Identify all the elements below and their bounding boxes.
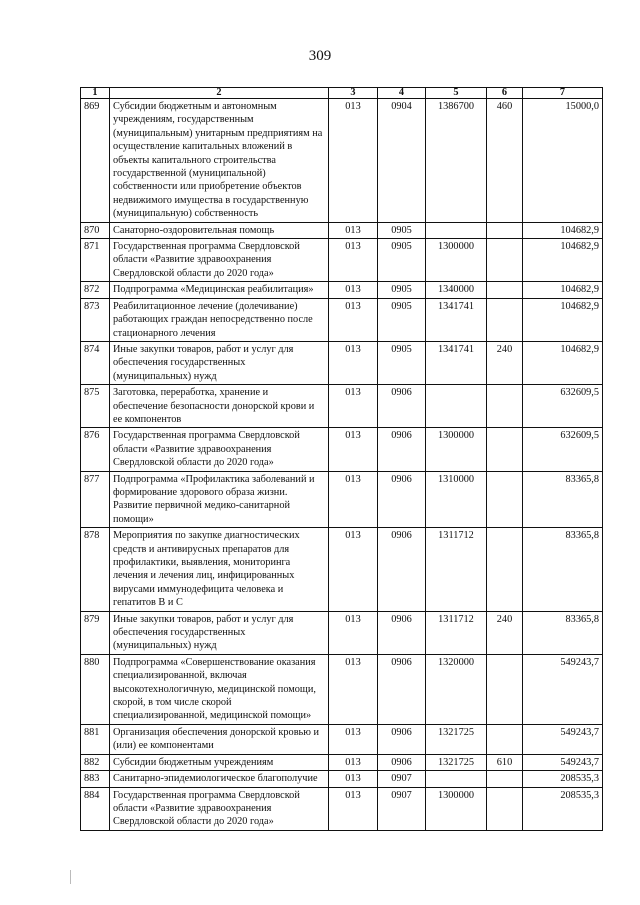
row-expense-type xyxy=(487,771,523,787)
row-number: 884 xyxy=(81,787,110,830)
row-name: Иные закупки товаров, работ и услуг для обеспечения государственных (муниципальных) нужд xyxy=(110,611,329,654)
row-section-code: 0906 xyxy=(378,385,426,428)
row-amount: 104682,9 xyxy=(523,239,603,282)
row-amount: 83365,8 xyxy=(523,471,603,528)
row-section-code: 0905 xyxy=(378,239,426,282)
row-name: Подпрограмма «Профилактика заболеваний и формирование здорового образа жизни. Развитие первичной медико-санитарной помощи» xyxy=(110,471,329,528)
row-chapter-code: 013 xyxy=(329,239,378,282)
column-header: 1 xyxy=(81,88,110,99)
row-target-code: 1340000 xyxy=(426,282,487,298)
row-amount: 632609,5 xyxy=(523,385,603,428)
row-target-code xyxy=(426,222,487,238)
row-name: Подпрограмма «Медицинская реабилитация» xyxy=(110,282,329,298)
table-row xyxy=(81,654,603,724)
row-section-code: 0907 xyxy=(378,771,426,787)
row-target-code: 1386700 xyxy=(426,99,487,223)
row-amount: 549243,7 xyxy=(523,724,603,754)
budget-table xyxy=(80,87,603,831)
page-number: 309 xyxy=(308,48,332,64)
row-chapter-code: 013 xyxy=(329,428,378,471)
table-row xyxy=(81,298,603,341)
row-expense-type xyxy=(487,724,523,754)
row-chapter-code: 013 xyxy=(329,341,378,384)
row-name: Организация обеспечения донорской кровью и (или) ее компонентами xyxy=(110,724,329,754)
table-row xyxy=(81,239,603,282)
row-chapter-code: 013 xyxy=(329,754,378,770)
row-number: 872 xyxy=(81,282,110,298)
row-name: Государственная программа Свердловской области «Развитие здравоохранения Свердловской области до 2020 года» xyxy=(110,428,329,471)
row-name: Заготовка, переработка, хранение и обеспечение безопасности донорской крови и ее компонентов xyxy=(110,385,329,428)
row-target-code: 1311712 xyxy=(426,611,487,654)
row-expense-type xyxy=(487,282,523,298)
column-header: 2 xyxy=(110,88,329,99)
table-header-row xyxy=(81,88,603,99)
row-chapter-code: 013 xyxy=(329,611,378,654)
row-target-code: 1341741 xyxy=(426,341,487,384)
row-target-code: 1300000 xyxy=(426,239,487,282)
row-target-code: 1300000 xyxy=(426,787,487,830)
row-expense-type xyxy=(487,298,523,341)
row-number: 873 xyxy=(81,298,110,341)
table-row xyxy=(81,222,603,238)
row-name: Государственная программа Свердловской области «Развитие здравоохранения Свердловской области до 2020 года» xyxy=(110,239,329,282)
table-row xyxy=(81,99,603,223)
column-header: 3 xyxy=(329,88,378,99)
table-row xyxy=(81,341,603,384)
row-number: 877 xyxy=(81,471,110,528)
row-number: 875 xyxy=(81,385,110,428)
row-expense-type: 610 xyxy=(487,754,523,770)
row-amount: 632609,5 xyxy=(523,428,603,471)
row-number: 883 xyxy=(81,771,110,787)
column-header: 7 xyxy=(523,88,603,99)
row-expense-type xyxy=(487,528,523,611)
row-section-code: 0906 xyxy=(378,654,426,724)
row-expense-type xyxy=(487,239,523,282)
table-row xyxy=(81,754,603,770)
row-number: 881 xyxy=(81,724,110,754)
row-section-code: 0904 xyxy=(378,99,426,223)
row-number: 882 xyxy=(81,754,110,770)
row-section-code: 0905 xyxy=(378,282,426,298)
column-header: 5 xyxy=(426,88,487,99)
row-name: Субсидии бюджетным учреждениям xyxy=(110,754,329,770)
row-name: Реабилитационное лечение (долечивание) работающих граждан непосредственно после стационарного лечения xyxy=(110,298,329,341)
row-expense-type xyxy=(487,385,523,428)
row-amount: 104682,9 xyxy=(523,298,603,341)
row-chapter-code: 013 xyxy=(329,771,378,787)
row-section-code: 0906 xyxy=(378,471,426,528)
row-name: Субсидии бюджетным и автономным учреждениям, государственным (муниципальным) унитарным предприятиям на осуществление капитальных вложений в объекты капитального строительства государственной (муниципальной) собственности или приобретение объектов недвижимого имущества в государственную (муниципальную) собственность xyxy=(110,99,329,223)
row-target-code xyxy=(426,385,487,428)
row-expense-type xyxy=(487,222,523,238)
column-header: 6 xyxy=(487,88,523,99)
table-row xyxy=(81,771,603,787)
table-row xyxy=(81,385,603,428)
row-section-code: 0905 xyxy=(378,341,426,384)
row-section-code: 0906 xyxy=(378,428,426,471)
table-body xyxy=(81,99,603,831)
table-row xyxy=(81,471,603,528)
row-chapter-code: 013 xyxy=(329,528,378,611)
row-section-code: 0907 xyxy=(378,787,426,830)
row-amount: 15000,0 xyxy=(523,99,603,223)
row-section-code: 0906 xyxy=(378,724,426,754)
row-number: 874 xyxy=(81,341,110,384)
table-row xyxy=(81,787,603,830)
row-amount: 83365,8 xyxy=(523,528,603,611)
row-amount: 104682,9 xyxy=(523,222,603,238)
row-amount: 83365,8 xyxy=(523,611,603,654)
row-target-code: 1321725 xyxy=(426,724,487,754)
row-expense-type xyxy=(487,471,523,528)
row-target-code xyxy=(426,771,487,787)
row-expense-type xyxy=(487,787,523,830)
row-amount: 104682,9 xyxy=(523,282,603,298)
table-row xyxy=(81,724,603,754)
row-name: Государственная программа Свердловской области «Развитие здравоохранения Свердловской области до 2020 года» xyxy=(110,787,329,830)
row-chapter-code: 013 xyxy=(329,787,378,830)
row-target-code: 1321725 xyxy=(426,754,487,770)
row-number: 869 xyxy=(81,99,110,223)
row-chapter-code: 013 xyxy=(329,654,378,724)
row-section-code: 0906 xyxy=(378,528,426,611)
table-row xyxy=(81,528,603,611)
row-chapter-code: 013 xyxy=(329,471,378,528)
row-section-code: 0905 xyxy=(378,298,426,341)
row-expense-type: 460 xyxy=(487,99,523,223)
row-amount: 104682,9 xyxy=(523,341,603,384)
margin-mark xyxy=(70,870,71,884)
row-chapter-code: 013 xyxy=(329,99,378,223)
row-target-code: 1300000 xyxy=(426,428,487,471)
table-row xyxy=(81,428,603,471)
row-chapter-code: 013 xyxy=(329,282,378,298)
row-name: Санаторно-оздоровительная помощь xyxy=(110,222,329,238)
row-target-code: 1320000 xyxy=(426,654,487,724)
row-number: 878 xyxy=(81,528,110,611)
row-target-code: 1311712 xyxy=(426,528,487,611)
row-chapter-code: 013 xyxy=(329,724,378,754)
row-amount: 549243,7 xyxy=(523,654,603,724)
row-amount: 208535,3 xyxy=(523,771,603,787)
row-number: 876 xyxy=(81,428,110,471)
column-header: 4 xyxy=(378,88,426,99)
row-name: Иные закупки товаров, работ и услуг для обеспечения государственных (муниципальных) нужд xyxy=(110,341,329,384)
row-amount: 208535,3 xyxy=(523,787,603,830)
row-chapter-code: 013 xyxy=(329,222,378,238)
table-row xyxy=(81,282,603,298)
row-chapter-code: 013 xyxy=(329,385,378,428)
row-chapter-code: 013 xyxy=(329,298,378,341)
row-number: 870 xyxy=(81,222,110,238)
row-section-code: 0906 xyxy=(378,611,426,654)
row-name: Подпрограмма «Совершенствование оказания специализированной, включая высокотехнологичную, медицинской помощи, скорой, в том числе скорой специализированной, медицинской помощи» xyxy=(110,654,329,724)
row-expense-type: 240 xyxy=(487,611,523,654)
row-name: Санитарно-эпидемиологическое благополучие xyxy=(110,771,329,787)
row-number: 879 xyxy=(81,611,110,654)
row-target-code: 1341741 xyxy=(426,298,487,341)
row-number: 871 xyxy=(81,239,110,282)
row-name: Мероприятия по закупке диагностических средств и антивирусных препаратов для профилактики, выявления, мониторинга лечения и лечения лиц, инфицированных вирусами иммунодефицита человека и гепатитов В и С xyxy=(110,528,329,611)
row-expense-type: 240 xyxy=(487,341,523,384)
row-amount: 549243,7 xyxy=(523,754,603,770)
row-expense-type xyxy=(487,654,523,724)
table-row xyxy=(81,611,603,654)
row-expense-type xyxy=(487,428,523,471)
row-number: 880 xyxy=(81,654,110,724)
row-section-code: 0905 xyxy=(378,222,426,238)
row-section-code: 0906 xyxy=(378,754,426,770)
row-target-code: 1310000 xyxy=(426,471,487,528)
